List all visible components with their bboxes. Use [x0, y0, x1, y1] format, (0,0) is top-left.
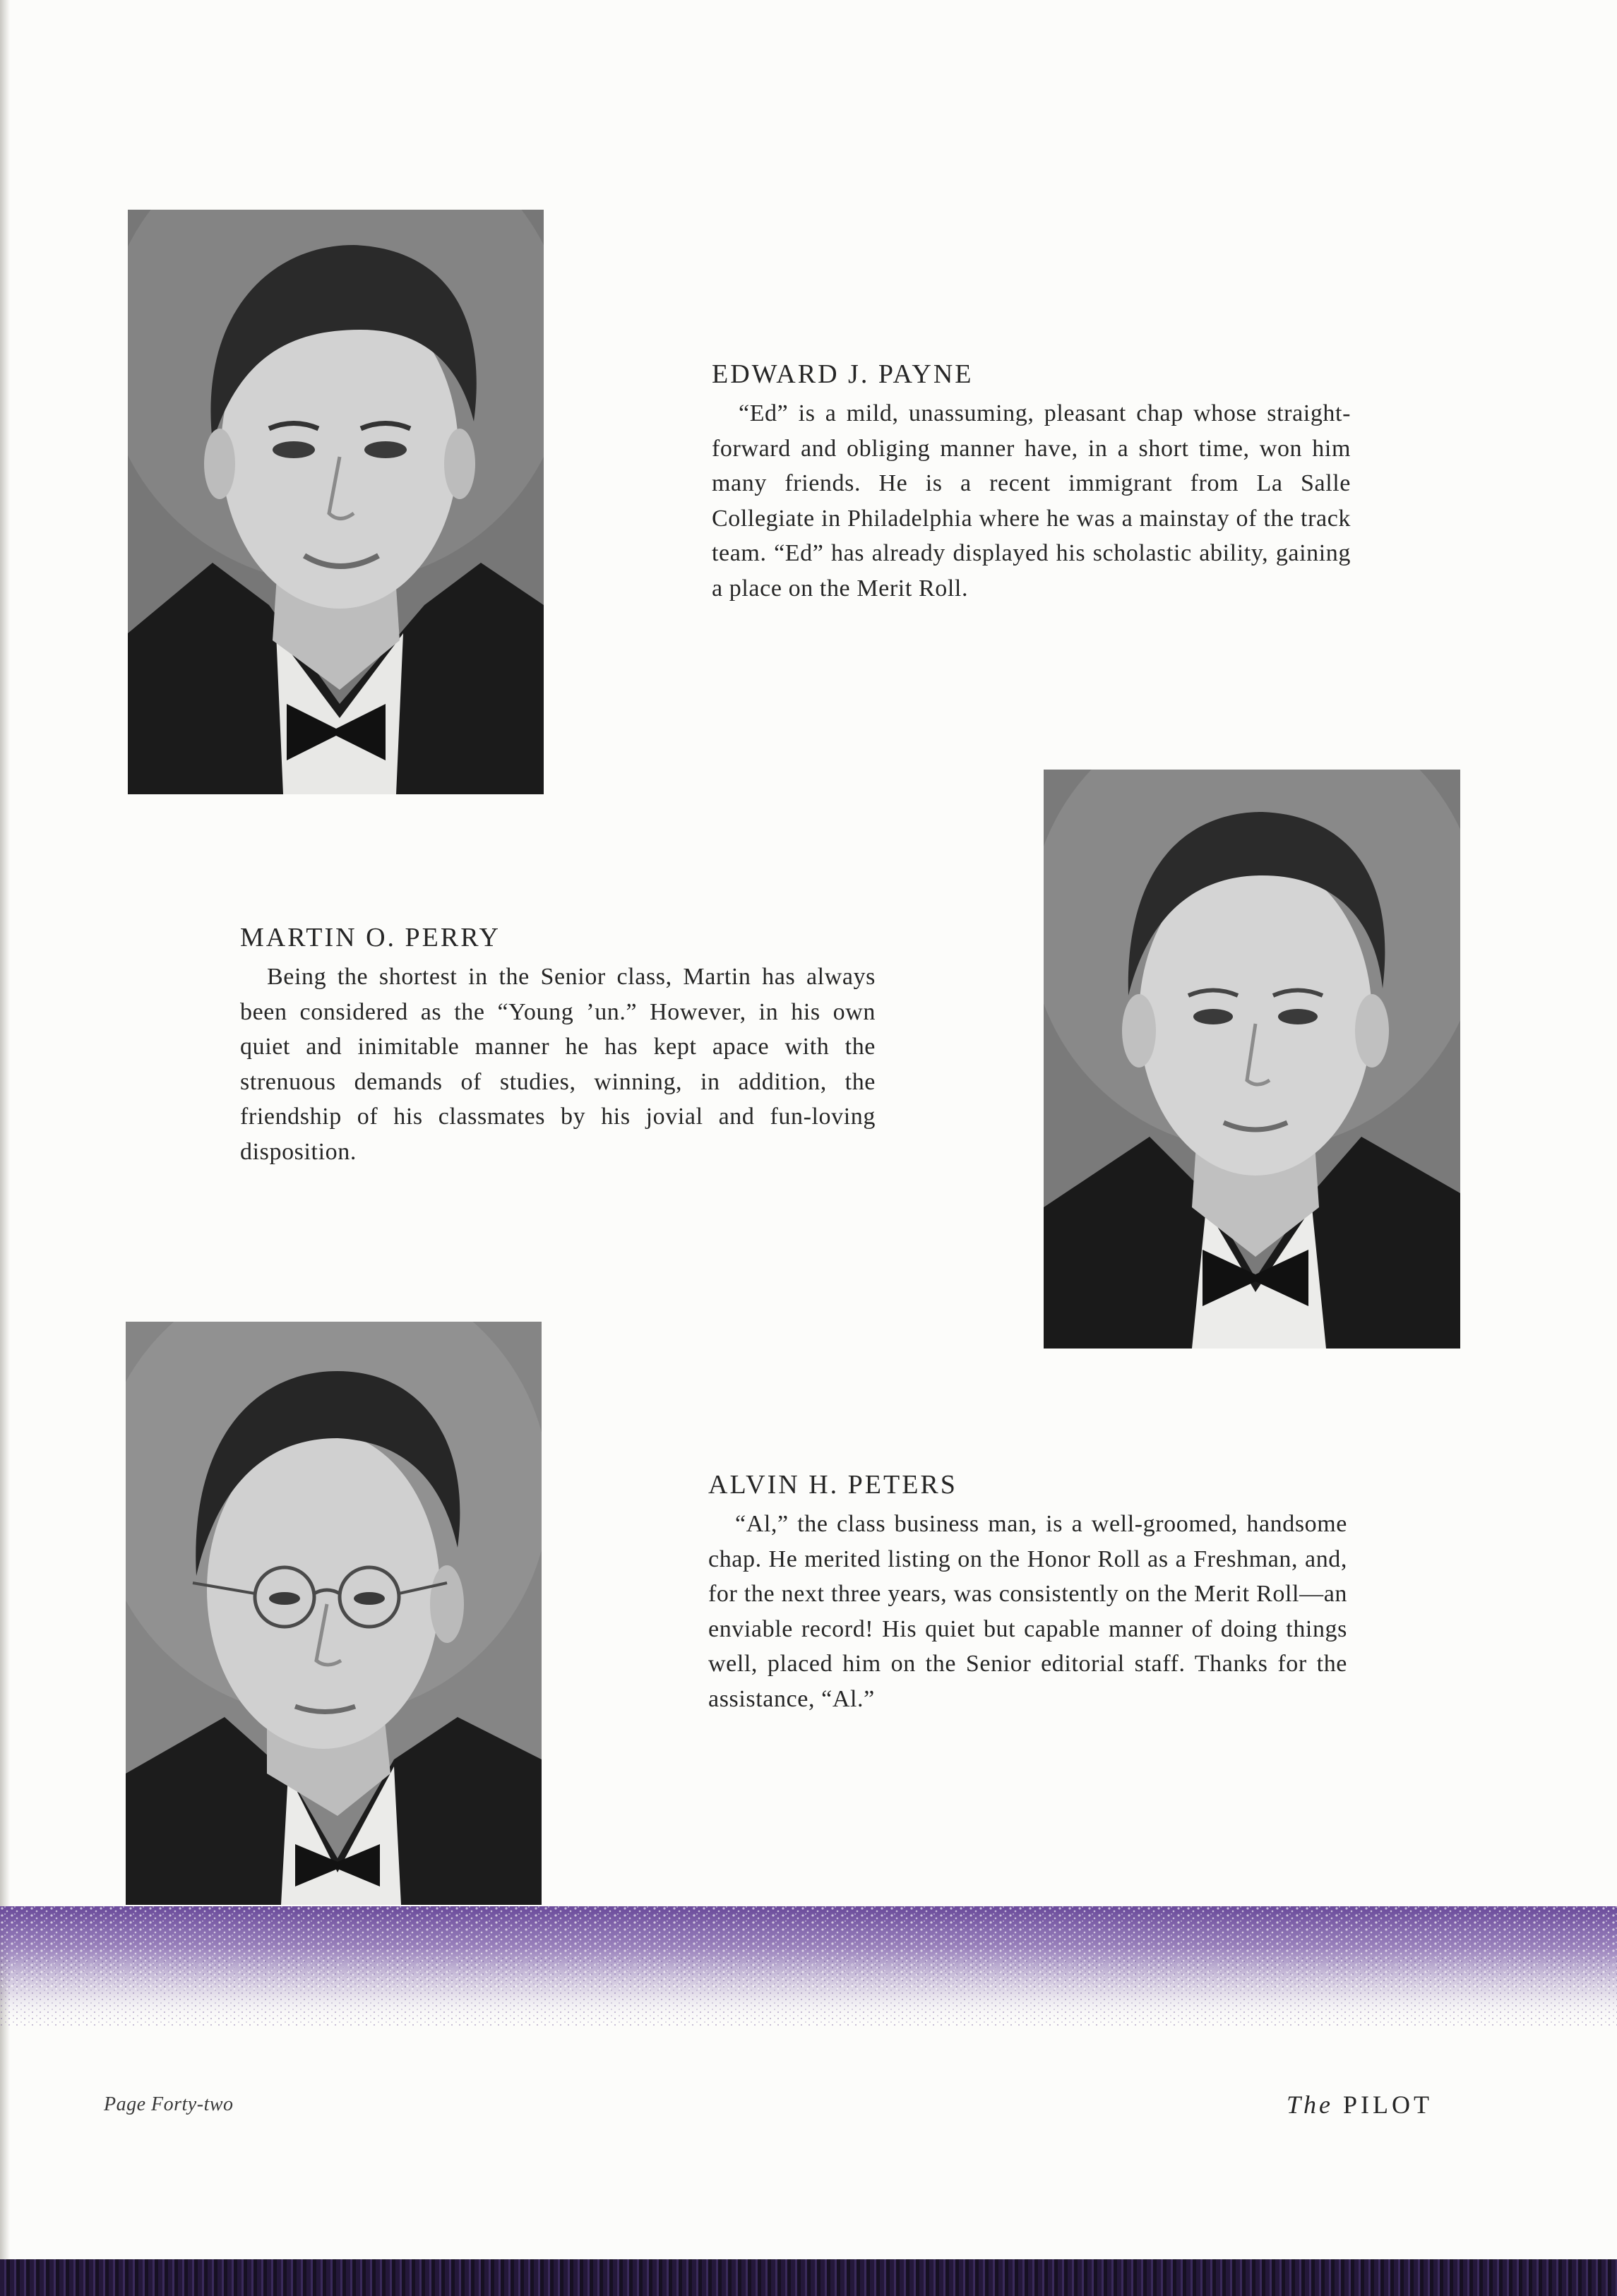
scan-bottom-edge: [0, 2259, 1617, 2296]
portrait-photo-perry: [1044, 770, 1460, 1349]
publication-title-prefix: The: [1287, 2091, 1333, 2119]
student-name: MARTIN O. PERRY: [240, 923, 501, 952]
bio-edward-payne: [712, 358, 1351, 606]
bio-alvin-peters: [708, 1469, 1347, 1716]
publication-title-name: PILOT: [1343, 2091, 1433, 2119]
portrait-photo-peters: [126, 1322, 542, 1905]
student-name: ALVIN H. PETERS: [708, 1470, 957, 1500]
student-description: “Ed” is a mild, unassuming, pleasant chap whose straight-forward and obliging manner have, in a short time, won him many friends. He is a recent immigrant from La Salle Collegiate in Philadelphia where he was a mainstay of the track team. “Ed” has already displayed his scholastic ability, gaining a place on the Merit Roll.: [712, 400, 1351, 602]
student-description: “Al,” the class business man, is a well-groomed, handsome chap. He merited listing on the Honor Roll as a Freshman, and, for the next three years, was consistently on the Merit Roll—an enviable record! His quiet but capable manner of doing things well, placed him on the Senior editorial staff. Thanks for the assistance, “Al.”: [708, 1511, 1347, 1712]
page-number: Page Forty-two: [104, 2093, 234, 2115]
student-description: Being the shortest in the Senior class, Martin has always been considered as the “Young ’un.” However, in his own quiet and inimitable manner he has kept apace with the strenuous demands of studies, winning, in addition, the friendship of his classmates by his jovial and fun-loving disposition.: [240, 964, 876, 1165]
publication-title: [1287, 2090, 1433, 2119]
portrait-photo-payne: [128, 210, 544, 794]
student-name: EDWARD J. PAYNE: [712, 359, 974, 389]
bio-martin-perry: [240, 921, 876, 1169]
stippled-decorative-band: [0, 1906, 1617, 2026]
